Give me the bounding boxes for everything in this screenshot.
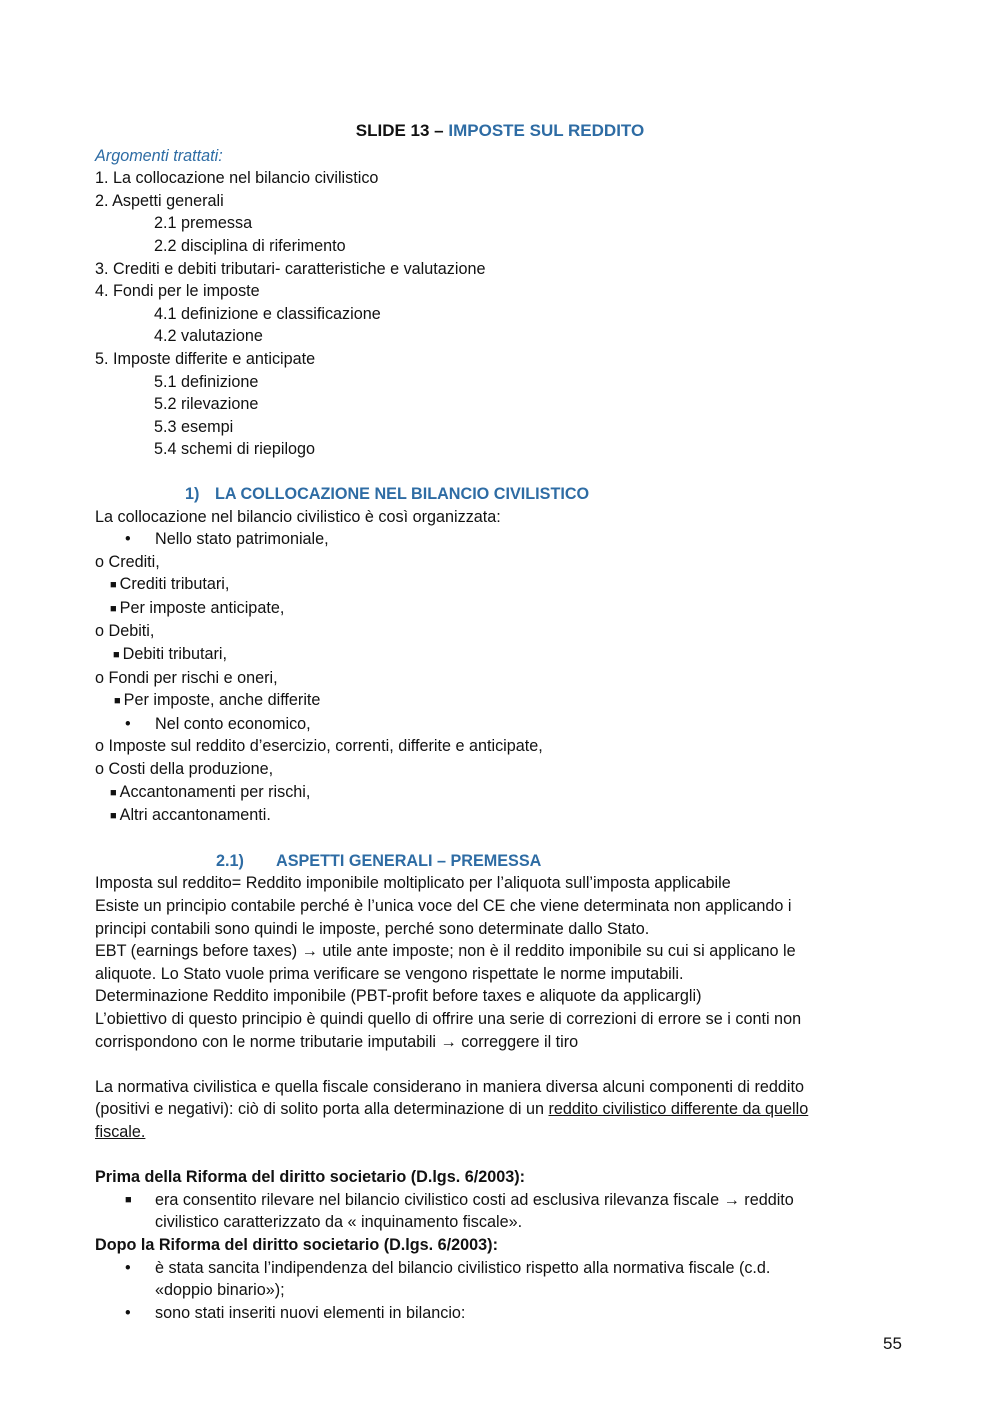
paragraph-line: (positivi e negativi): ciò di solito porta alla determinazione di un reddito civilistico differente da quello [95, 1100, 809, 1119]
square-bullet-icon: ■ [110, 579, 117, 592]
list-item: o Costi della produzione, [95, 760, 274, 779]
toc-subitem: 2.1 premessa [154, 214, 253, 233]
list-item: ■ Per imposte, anche differite [114, 691, 321, 710]
square-bullet-icon: ■ [114, 695, 121, 708]
square-bullet-icon: ■ [110, 602, 117, 615]
toc-item: 3. Crediti e debiti tributari- caratteristiche e valutazione [95, 259, 486, 278]
list-item: ■ Crediti tributari, [110, 575, 230, 594]
title-prefix: SLIDE 13 – [355, 121, 449, 140]
list-item: ■ Altri accantonamenti. [110, 806, 271, 825]
section-2-heading [95, 850, 905, 873]
toc-subitem: 2.2 disciplina di riferimento [154, 236, 346, 255]
title-main: IMPOSTE SUL REDDITO [448, 121, 645, 140]
list-item: • Nello stato patrimoniale, [95, 528, 905, 551]
section-1-intro: La collocazione nel bilancio civilistico è così organizzata: [95, 507, 501, 526]
toc-subitem: 5.2 rilevazione [154, 395, 259, 414]
list-item: ■ Per imposte anticipate, [110, 598, 285, 617]
underlined-text: reddito civilistico differente da quello [548, 1100, 809, 1119]
list-item: • Nel conto economico, [95, 713, 905, 736]
after-reform-heading: Dopo la Riforma del diritto societario (D.lgs. 6/2003): [95, 1235, 498, 1254]
toc-item: 5. Imposte differite e anticipate [95, 349, 316, 368]
paragraph-line: Imposta sul reddito= Reddito imponibile moltiplicato per l’aliquota sull’imposta applicabile [95, 874, 731, 893]
paragraph-line: Esiste un principio contabile perché è l’unica voce del CE che viene determinata non applicando i [95, 897, 792, 915]
underlined-text: fiscale. [95, 1122, 146, 1141]
section-1-number: 1) [185, 484, 200, 503]
square-bullet-icon: ■ [110, 786, 117, 799]
list-item: ■ Accantonamenti per rischi, [110, 782, 311, 801]
toc-subitem: 5.3 esempi [154, 417, 234, 436]
toc-item: 4. Fondi per le imposte [95, 282, 260, 301]
list-item: o Debiti, [95, 622, 155, 641]
topics-subtitle: Argomenti trattati: [95, 146, 223, 165]
list-item: • sono stati inseriti nuovi elementi in bilancio: [95, 1302, 905, 1325]
toc-subitem: 5.1 definizione [154, 372, 259, 391]
paragraph-line: aliquote. Lo Stato vuole prima verificare se vengono rispettate le norme imputabili. [95, 964, 684, 983]
table-of-contents [95, 167, 905, 461]
toc-item: 2. Aspetti generali [95, 191, 224, 210]
toc-item: 1. La collocazione nel bilancio civilistico [95, 169, 379, 188]
page-title [95, 120, 905, 143]
before-reform-heading: Prima della Riforma del diritto societario (D.lgs. 6/2003): [95, 1168, 525, 1187]
paragraph-line [95, 1121, 905, 1144]
page-number: 55 [883, 1334, 902, 1353]
toc-subitem: 4.2 valutazione [154, 327, 263, 346]
bullet-icon: • [125, 1258, 131, 1277]
document-page [95, 120, 905, 1324]
section-1-title: LA COLLOCAZIONE NEL BILANCIO CIVILISTICO [215, 484, 590, 503]
bullet-icon: • [125, 530, 131, 549]
list-item: • è stata sancita l’indipendenza del bilancio civilistico rispetto alla normativa fiscale (c.d. «doppio binario»); [125, 1258, 771, 1300]
paragraph-line: corrispondono con le norme tributarie imputabili → correggere il tiro [95, 1032, 579, 1051]
list-item: ■ Debiti tributari, [113, 645, 228, 664]
bullet-icon: • [125, 714, 131, 733]
square-bullet-icon: ■ [110, 810, 117, 823]
list-item: o Imposte sul reddito d’esercizio, correnti, differite e anticipate, [95, 737, 543, 756]
square-bullet-icon: ■ [125, 1193, 132, 1206]
paragraph-line: EBT (earnings before taxes) → utile ante imposte; non è il reddito imponibile su cui si applicano le [95, 942, 796, 961]
bullet-icon: • [125, 1303, 131, 1322]
section-1-heading [95, 483, 905, 506]
paragraph-line: Determinazione Reddito imponibile (PBT-profit before taxes e aliquote da applicargli) [95, 987, 702, 1006]
toc-subitem: 4.1 definizione e classificazione [154, 304, 381, 323]
section-2-number: 2.1) [216, 851, 244, 870]
list-item: o Crediti, [95, 552, 160, 571]
toc-subitem: 5.4 schemi di riepilogo [154, 440, 316, 459]
list-item: o Fondi per rischi e oneri, [95, 668, 278, 687]
list-item: ■ era consentito rilevare nel bilancio civilistico costi ad esclusiva rilevanza fiscale → reddito civilistico caratterizzato da « inquinamento fiscale». [125, 1190, 794, 1232]
paragraph-line: principi contabili sono quindi le imposte, perché sono determinate dallo Stato. [95, 919, 650, 938]
square-bullet-icon: ■ [113, 649, 120, 662]
section-2-title: ASPETTI GENERALI – PREMESSA [276, 851, 542, 870]
paragraph-line: L’obiettivo di questo principio è quindi quello di offrire una serie di correzioni di errore se i conti non [95, 1009, 802, 1028]
paragraph-line: La normativa civilistica e quella fiscale considerano in maniera diversa alcuni componenti di reddito [95, 1077, 805, 1096]
